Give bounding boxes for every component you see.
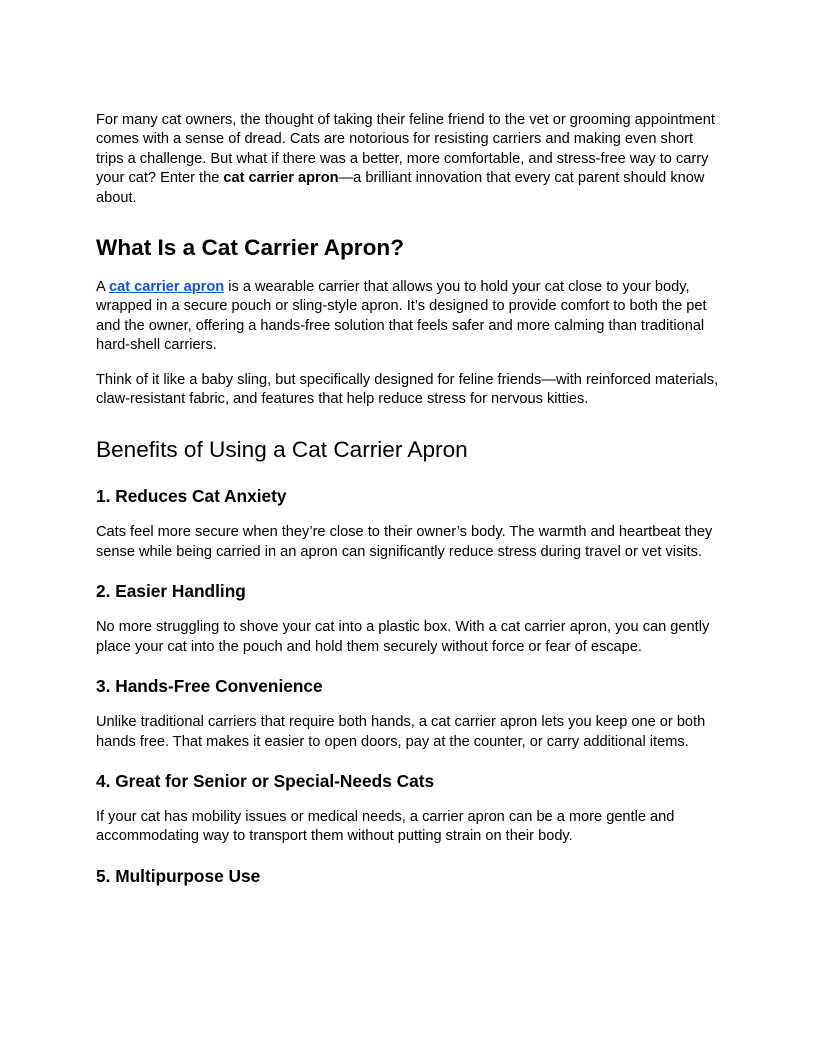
benefit-heading-3: 3. Hands-Free Convenience bbox=[96, 676, 323, 697]
benefit-text-4: If your cat has mobility issues or medical needs, a carrier apron can be a more gentle and accommodating way to transport them without putting strain on their body. bbox=[96, 808, 675, 845]
intro-text-after: —a brilliant innovation that every cat parent should know about. bbox=[96, 170, 705, 206]
section-heading-what-is: What Is a Cat Carrier Apron? bbox=[96, 235, 404, 261]
cat-carrier-apron-link[interactable]: cat carrier apron bbox=[108, 279, 225, 296]
benefit-heading-4: 4. Great for Senior or Special-Needs Cats bbox=[96, 770, 435, 791]
intro-bold-term: cat carrier apron bbox=[223, 170, 339, 187]
benefit-text-2: No more struggling to shove your cat into a plastic box. With a cat carrier apron, you can gently place your cat into the pouch and hold them securely without force or fear of escape. bbox=[96, 619, 710, 655]
intro-paragraph bbox=[96, 111, 720, 208]
benefit-heading-2: 2. Easier Handling bbox=[96, 581, 246, 602]
benefit-heading-5: 5. Multipurpose Use bbox=[96, 865, 261, 886]
benefit-text-1: Cats feel more secure when they’re close to their owner’s body. The warmth and heartbeat they sense while being carried in an apron can significantly reduce stress during travel or vet visits. bbox=[96, 524, 713, 560]
benefit-heading-1: 1. Reduces Cat Anxiety bbox=[96, 486, 287, 507]
benefit-text-3: Unlike traditional carriers that require both hands, a cat carrier apron lets you keep one or both hands free. That makes it easier to open doors, pay at the counter, or carry additional items. bbox=[96, 714, 706, 750]
document-page bbox=[96, 111, 720, 887]
definition-text-before: A bbox=[96, 279, 109, 296]
definition-paragraph bbox=[96, 278, 720, 356]
definition-text-after: is a wearable carrier that allows you to hold your cat close to your body, wrapped in a secure pouch or sling-style apron. It’s designed to provide comfort to both the pet and the owner, offering a hands-free solution that feels safer and more calming than traditional hard-shell carriers. bbox=[96, 279, 707, 354]
comparison-paragraph: Think of it like a baby sling, but specifically designed for feline friends—with reinforced materials, claw-resistant fabric, and features that help reduce stress for nervous kitties. bbox=[96, 371, 719, 408]
intro-text-before: For many cat owners, the thought of taking their feline friend to the vet or grooming appointment comes with a sense of dread. Cats are notorious for resisting carriers and making even short trips a challenge. But what if there was a better, more comfortable, and stress-free way to carry your cat? Enter the bbox=[96, 112, 715, 187]
section-heading-benefits: Benefits of Using a Cat Carrier Apron bbox=[96, 437, 468, 463]
